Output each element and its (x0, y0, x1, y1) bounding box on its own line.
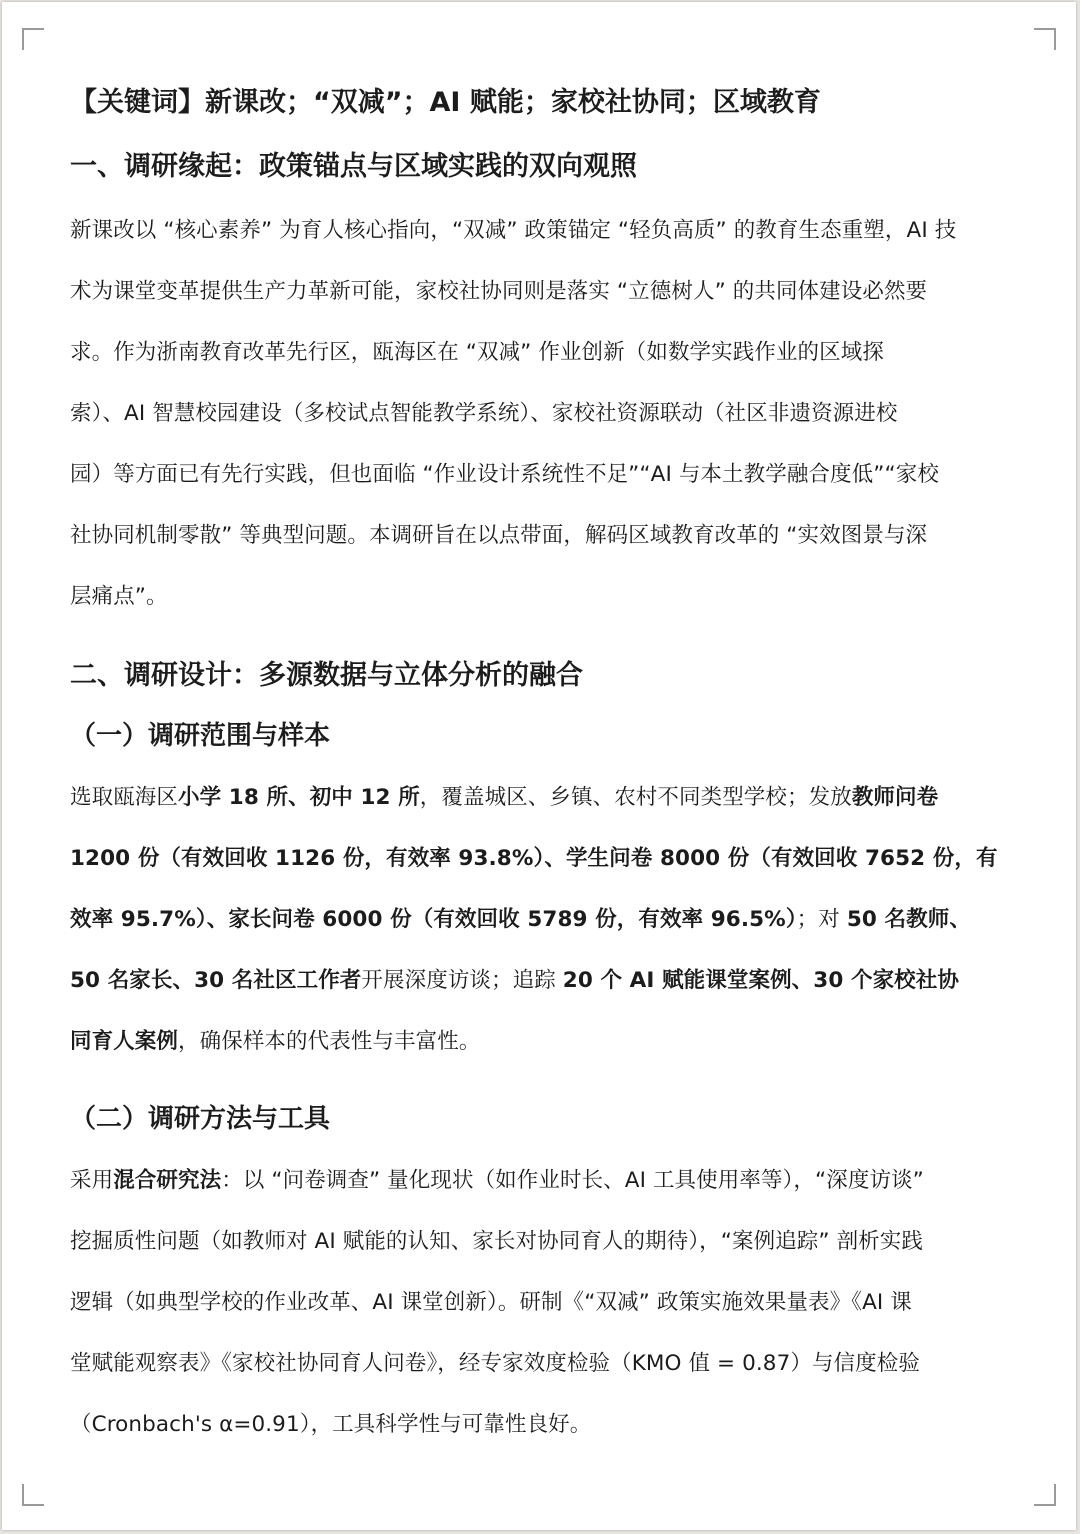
keywords-line: 【关键词】新课改；“双减”；AI 赋能；家校社协同；区域教育 (70, 87, 821, 118)
section1-heading: 一、调研缘起：政策锚点与区域实践的双向观照 (70, 151, 637, 182)
bold-run: 混合研究法 (113, 1168, 222, 1193)
paragraph-line (70, 1150, 1016, 1211)
paragraph-line (70, 828, 1016, 889)
text-run: 选取瓯海区 (70, 785, 179, 810)
paragraph-line: 逻辑（如典型学校的作业改革、AI 课堂创新）。研制《“双减” 政策实施效果量表》《AI 课 (70, 1290, 912, 1315)
paragraph-line: （Cronbach's α=0.91），工具科学性与可靠性良好。 (70, 1412, 592, 1437)
paragraph-line: 术为课堂变革提供生产力革新可能，家校社协同则是落实 “立德树人” 的共同体建设必然要 (70, 279, 928, 304)
text-run: ，覆盖城区、乡镇、农村不同类型学校；发放 (419, 785, 852, 810)
bold-run: 20 个 AI 赋能课堂案例、30 个家校社协 (562, 968, 959, 993)
paragraph-line: 求。作为浙南教育改革先行区，瓯海区在 “双减” 作业创新（如数学实践作业的区域探 (70, 340, 884, 365)
bold-run: 效率 95.7%）、家长问卷 6000 份（有效回收 5789 份，有效率 96.5%） (70, 907, 797, 932)
document-content (70, 76, 1016, 1455)
text-run: 采用 (70, 1168, 114, 1193)
bold-run: 小学 18 所、初中 12 所 (178, 785, 420, 810)
paragraph-line: 园）等方面已有先行实践，但也面临 “作业设计系统性不足”“AI 与本土教学融合度低”“家校 (70, 462, 939, 487)
text-run: ，确保样本的代表性与丰富性。 (178, 1029, 481, 1054)
bold-run: 同育人案例 (70, 1029, 179, 1054)
crop-mark-top-left (22, 28, 44, 50)
paragraph-line: 索）、AI 智慧校园建设（多校试点智能教学系统）、家校社资源联动（社区非遗资源进校 (70, 401, 898, 426)
crop-mark-bottom-right (1034, 1484, 1056, 1506)
bold-run: 1200 份（有效回收 1126 份，有效率 93.8%）、学生问卷 8000 份（有效回收 7652 份，有 (70, 846, 998, 871)
bold-run: 教师问卷 (851, 785, 939, 810)
text-run: 开展深度访谈；追踪 (361, 968, 563, 993)
paragraph-line: 新课改以 “核心素养” 为育人核心指向，“双减” 政策锚定 “轻负高质” 的教育生态重塑，AI 技 (70, 218, 957, 243)
paragraph-line: 社协同机制零散” 等典型问题。本调研旨在以点带面，解码区域教育改革的 “实效图景与深 (70, 523, 928, 548)
subsection1-heading: （一）调研范围与样本 (70, 721, 331, 751)
text-run: ：以 “问卷调查” 量化现状（如作业时长、AI 工具使用率等），“深度访谈” (221, 1168, 924, 1193)
text-run: ；对 (796, 907, 847, 932)
bold-run: 50 名家长、30 名社区工作者 (70, 968, 362, 993)
paragraph-line (70, 889, 1016, 950)
subsection2-paragraph (70, 1150, 1016, 1455)
section2-heading: 二、调研设计：多源数据与立体分析的融合 (70, 660, 583, 691)
paragraph-line (70, 767, 1016, 828)
paragraph-line (70, 950, 1016, 1011)
paragraph-line: 层痛点”。 (70, 584, 168, 609)
crop-mark-top-right (1034, 28, 1056, 50)
section1-paragraph (70, 200, 1016, 627)
paragraph-line: 堂赋能观察表》《家校社协同育人问卷》，经专家效度检验（KMO 值 = 0.87）与信度检验 (70, 1351, 920, 1376)
document-page (2, 2, 1076, 1530)
crop-mark-bottom-left (22, 1484, 44, 1506)
subsection2-heading: （二）调研方法与工具 (70, 1104, 331, 1134)
paragraph-line (70, 1011, 1016, 1072)
bold-run: 50 名教师、 (846, 907, 971, 932)
paragraph-line: 挖掘质性问题（如教师对 AI 赋能的认知、家长对协同育人的期待），“案例追踪” 剖析实践 (70, 1229, 923, 1254)
subsection1-paragraph (70, 767, 1016, 1072)
